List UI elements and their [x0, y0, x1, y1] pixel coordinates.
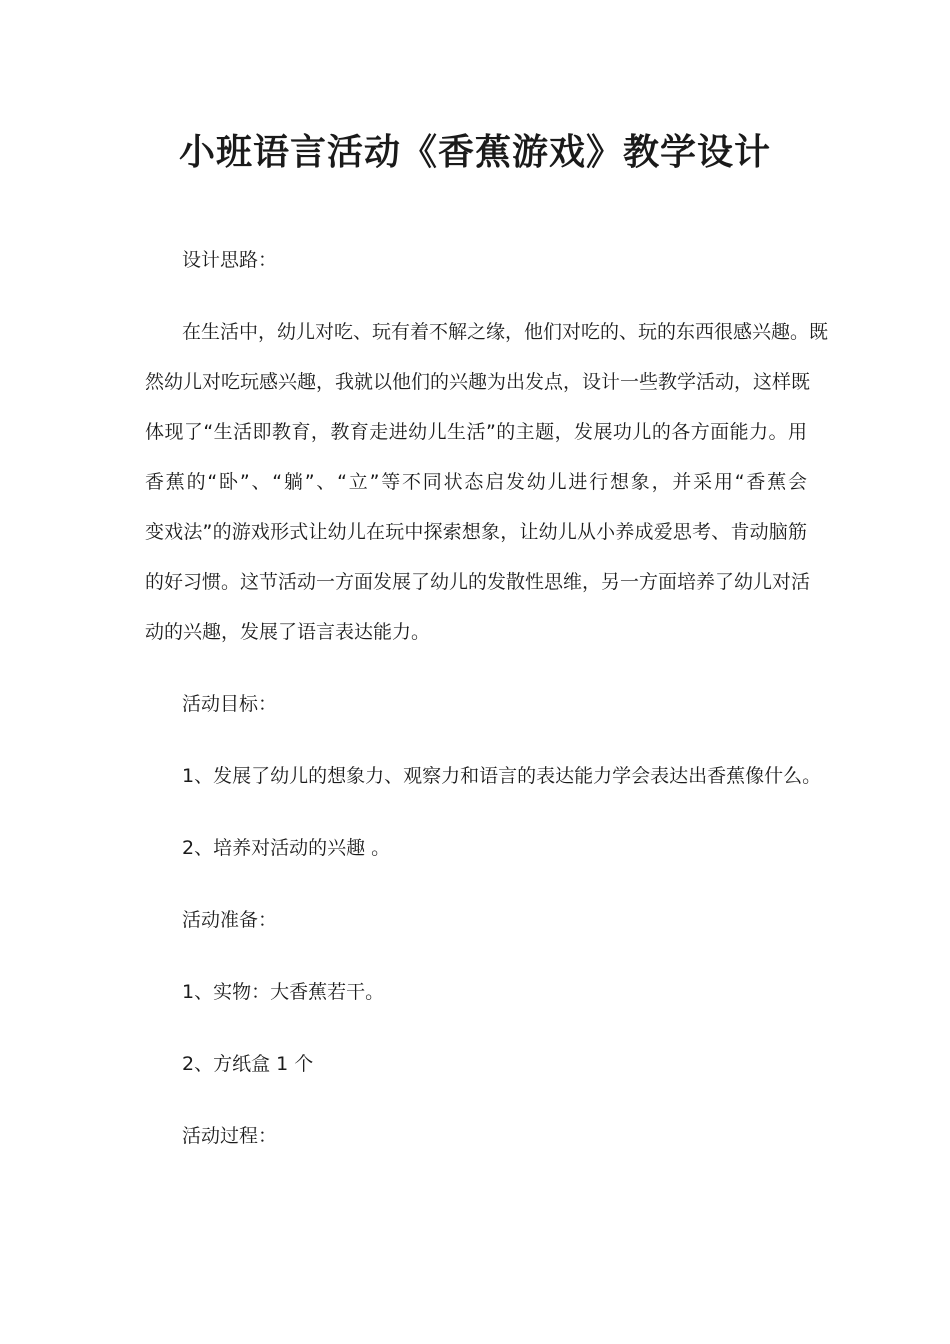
goal-item: 1、发展了幼儿的想象力、观察力和语言的表达能力学会表达出香蕉像什么。 — [182, 765, 822, 787]
design-heading: 设计思路： — [182, 249, 278, 271]
prep-heading: 活动准备： — [182, 909, 278, 931]
prep-item: 1、实物：大香蕉若干。 — [182, 981, 385, 1003]
prep-item: 2、方纸盒 1 个 — [182, 1053, 314, 1075]
paragraph-line: 动的兴趣，发展了语言表达能力。 — [145, 621, 431, 643]
paragraph-line: 在生活中，幼儿对吃、玩有着不解之缘，他们对吃的、玩的东西很感兴趣。既 — [182, 321, 829, 343]
document-title: 小班语言活动《香蕉游戏》教学设计 — [178, 131, 771, 173]
goal-item: 2、培养对活动的兴趣 。 — [182, 837, 391, 859]
paragraph-line: 的好习惯。这节活动一方面发展了幼儿的发散性思维，另一方面培养了幼儿对活 — [145, 571, 811, 593]
process-heading: 活动过程： — [182, 1125, 278, 1147]
paragraph-line: 变戏法”的游戏形式让幼儿在玩中探索想象，让幼儿从小养成爱思考、肯动脑筋 — [145, 521, 807, 543]
paragraph-line: 香蕉的“卧”、“躺”、“立”等不同状态启发幼儿进行想象，并采用“香蕉会 — [145, 471, 807, 493]
paragraph-line: 然幼儿对吃玩感兴趣，我就以他们的兴趣为出发点，设计一些教学活动，这样既 — [145, 371, 811, 393]
paragraph-line: 体现了“生活即教育，教育走进幼儿生活”的主题，发展功儿的各方面能力。用 — [145, 421, 807, 443]
goals-heading: 活动目标： — [182, 693, 278, 715]
